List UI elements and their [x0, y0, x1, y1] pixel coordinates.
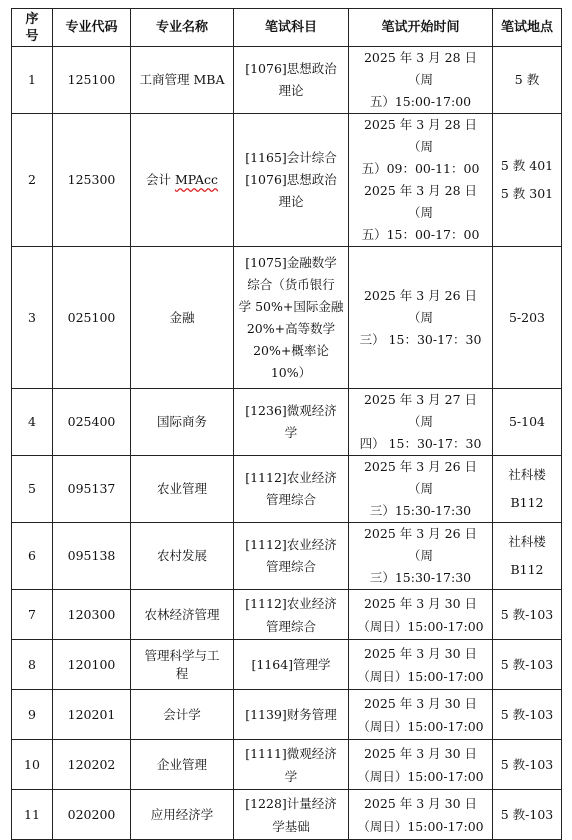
row-code: 120300 — [53, 590, 131, 640]
row-subject: [1075]金融数学 综合（货币银行 学 50%+国际金融 20%+高等数学 20%+概率论 10%） — [234, 247, 349, 389]
row-location: 5 教 401 5 教 301 — [493, 114, 562, 247]
row-name: 金融 — [131, 247, 234, 389]
row-subject: [1076]思想政治 理论 — [234, 47, 349, 114]
row-location: 5 教-103 — [493, 590, 562, 640]
table-row — [12, 47, 562, 114]
row-name: 农村发展 — [131, 523, 234, 590]
row-name: 农林经济管理 — [131, 590, 234, 640]
row-code: 120202 — [53, 740, 131, 790]
row-code: 025400 — [53, 389, 131, 456]
row-location: 社科楼 B112 — [493, 456, 562, 523]
header-subject: 笔试科目 — [234, 9, 349, 47]
row-name: 工商管理 MBA — [131, 47, 234, 114]
table-row — [12, 790, 562, 840]
row-time: 2025 年 3 月 30 日 （周日）15:00-17:00 — [349, 640, 493, 690]
row-seq: 4 — [12, 389, 53, 456]
row-seq: 11 — [12, 790, 53, 840]
row-location: 5 教-103 — [493, 790, 562, 840]
row-code: 025100 — [53, 247, 131, 389]
row-seq: 7 — [12, 590, 53, 640]
row-time: 2025 年 3 月 30 日 （周日）15:00-17:00 — [349, 740, 493, 790]
row-code: 125300 — [53, 114, 131, 247]
header-row — [12, 9, 562, 47]
row-time: 2025 年 3 月 30 日 （周日）15:00-17:00 — [349, 690, 493, 740]
row-subject: [1139]财务管理 — [234, 690, 349, 740]
table-row — [12, 590, 562, 640]
row-location: 社科楼 B112 — [493, 523, 562, 590]
row-time: 2025 年 3 月 28 日（周 五）09：00-11：00 2025 年 3 月 28 日（周 五）15：00-17：00 — [349, 114, 493, 247]
table-row — [12, 114, 562, 247]
row-location: 5 教-103 — [493, 690, 562, 740]
row-time: 2025 年 3 月 30 日 （周日）15:00-17:00 — [349, 590, 493, 640]
row-seq: 2 — [12, 114, 53, 247]
header-seq: 序 号 — [12, 9, 53, 47]
row-location: 5-203 — [493, 247, 562, 389]
row-name: 会计 MPAcc — [131, 114, 234, 247]
row-location: 5 教 — [493, 47, 562, 114]
row-location: 5-104 — [493, 389, 562, 456]
header-name: 专业名称 — [131, 9, 234, 47]
row-subject: [1165]会计综合 [1076]思想政治 理论 — [234, 114, 349, 247]
header-location: 笔试地点 — [493, 9, 562, 47]
table-row — [12, 740, 562, 790]
row-code: 120201 — [53, 690, 131, 740]
row-time: 2025 年 3 月 26 日（周 三）15:30-17:30 — [349, 456, 493, 523]
row-name: 会计学 — [131, 690, 234, 740]
row-time: 2025 年 3 月 26 日（周 三） 15：30-17：30 — [349, 247, 493, 389]
header-code: 专业代码 — [53, 9, 131, 47]
row-subject: [1112]农业经济 管理综合 — [234, 590, 349, 640]
row-location: 5 教-103 — [493, 740, 562, 790]
row-code: 120100 — [53, 640, 131, 690]
row-time: 2025 年 3 月 26 日（周 三）15:30-17:30 — [349, 523, 493, 590]
table-row — [12, 247, 562, 389]
row-name: 管理科学与工 程 — [131, 640, 234, 690]
row-seq: 3 — [12, 247, 53, 389]
table-row — [12, 456, 562, 523]
row-time: 2025 年 3 月 30 日 （周日）15:00-17:00 — [349, 790, 493, 840]
row-code: 020200 — [53, 790, 131, 840]
row-time: 2025 年 3 月 28 日（周 五）15:00-17:00 — [349, 47, 493, 114]
row-seq: 1 — [12, 47, 53, 114]
row-name: 应用经济学 — [131, 790, 234, 840]
row-code: 125100 — [53, 47, 131, 114]
row-subject: [1112]农业经济 管理综合 — [234, 523, 349, 590]
row-seq: 5 — [12, 456, 53, 523]
row-time: 2025 年 3 月 27 日（周 四） 15：30-17：30 — [349, 389, 493, 456]
table-row — [12, 640, 562, 690]
row-seq: 6 — [12, 523, 53, 590]
row-subject: [1111]微观经济 学 — [234, 740, 349, 790]
row-subject: [1112]农业经济 管理综合 — [234, 456, 349, 523]
row-subject: [1228]计量经济 学基础 — [234, 790, 349, 840]
row-code: 095138 — [53, 523, 131, 590]
row-location: 5 教-103 — [493, 640, 562, 690]
table-row — [12, 523, 562, 590]
row-subject: [1236]微观经济 学 — [234, 389, 349, 456]
table-row — [12, 690, 562, 740]
table-row — [12, 389, 562, 456]
row-name: 国际商务 — [131, 389, 234, 456]
exam-schedule-table — [11, 8, 562, 840]
row-code: 095137 — [53, 456, 131, 523]
row-seq: 10 — [12, 740, 53, 790]
row-name: 企业管理 — [131, 740, 234, 790]
row-subject: [1164]管理学 — [234, 640, 349, 690]
row-seq: 8 — [12, 640, 53, 690]
header-time: 笔试开始时间 — [349, 9, 493, 47]
row-seq: 9 — [12, 690, 53, 740]
row-name: 农业管理 — [131, 456, 234, 523]
